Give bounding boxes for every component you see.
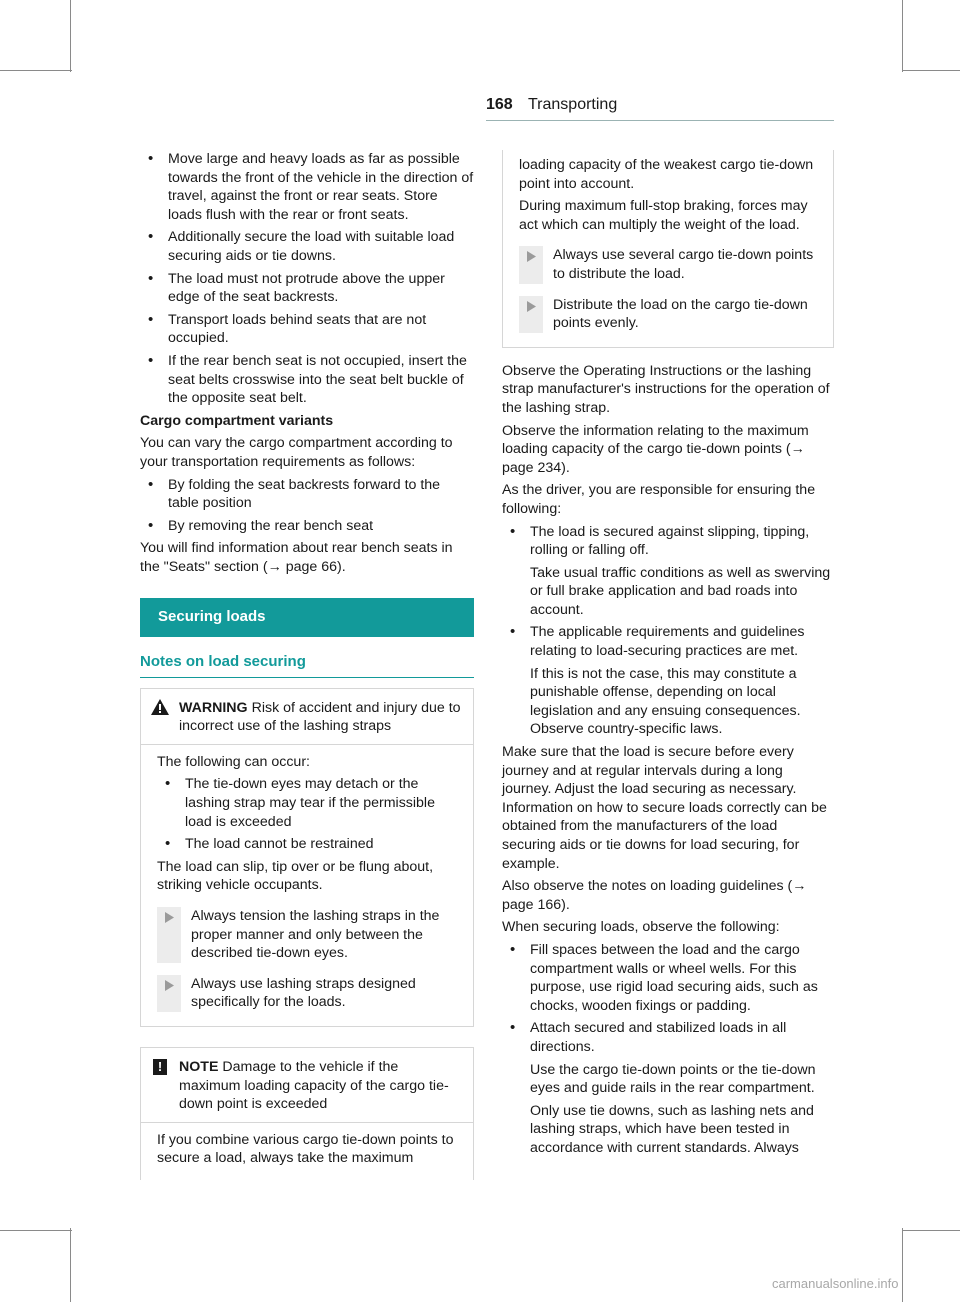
list-item: • If the rear bench seat is not occupied, insert the seat belts crosswise into the seat belt buckle of the opposite seat belt. [140, 352, 474, 408]
crop-mark [70, 1228, 71, 1302]
subsection-title: Notes on load securing [140, 649, 474, 678]
list-item: • Fill spaces between the load and the cargo compartment walls or wheel wells. For this purpose, use rigid load securing aids, such as chocks, wooden fixings or padding. [502, 941, 834, 1015]
list-item: • The applicable requirements and guidelines relating to load-securing practices are met. If this is not the case, this may constitute a punishable offense, depending on local legislation and any ensuing consequences. Observe country-specific laws. [502, 623, 834, 739]
notice-header [141, 1048, 473, 1123]
list-item-note: Take usual traffic conditions as well as swerving or full brake application and bad roads into account. [530, 564, 831, 618]
right-column [502, 150, 834, 1162]
paragraph-reference[interactable]: Observe the information relating to the maximum loading capacity of the cargo tie-down points (→ page 234). [502, 422, 809, 476]
crop-mark [0, 70, 72, 71]
warning-headline: Risk of accident and injury due to incorrect use of the lashing straps [179, 699, 461, 735]
warning-consequence: The load can slip, tip over or be flung about, striking vehicle occupants. [157, 858, 434, 894]
list-item: • The tie-down eyes may detach or the lashing strap may tear if the permissible load is exceeded [157, 775, 463, 831]
list-item: • Transport loads behind seats that are not occupied. [140, 311, 474, 348]
crop-mark [902, 0, 903, 72]
action-step [519, 296, 823, 333]
action-text: Always use several cargo tie-down points to distribute the load. [553, 247, 814, 282]
list-item: • The load must not protrude above the upper edge of the seat backrests. [140, 270, 474, 307]
list-item: • Attach secured and stabilized loads in all directions. Use the cargo tie-down points or the tie-down eyes and guide rails in the rear compartment. Only use tie downs, such as lashing nets and lashing straps, which have been tested in accordance with current standards. Always [502, 1019, 834, 1157]
warning-bullets [157, 775, 463, 853]
securing-list [502, 941, 834, 1158]
cargo-variants-heading: Cargo compartment variants [140, 412, 334, 429]
page-header [486, 94, 834, 121]
crop-mark [902, 1230, 960, 1231]
load-bullet-list [140, 150, 474, 408]
warning-intro: The following can occur: [157, 753, 310, 770]
page-title: Transporting [528, 96, 618, 113]
paragraph: Observe the Operating Instructions or the lashing strap manufacturer's instructions for the operation of the lashing strap. [502, 362, 830, 416]
notice-label: NOTE [179, 1058, 219, 1075]
notice-body [141, 1123, 473, 1180]
list-item: • By removing the rear bench seat [140, 517, 474, 536]
play-arrow-icon [527, 299, 536, 333]
paragraph-reference[interactable]: Also observe the notes on loading guidelines (→ page 166). [502, 878, 807, 913]
paragraph: When securing loads, observe the following: [502, 919, 780, 936]
exclamation-square-icon: ! [153, 1059, 167, 1075]
list-item: • By folding the seat backrests forward to the table position [140, 476, 474, 513]
list-item: • Move large and heavy loads as far as possible towards the front of the vehicle in the direction of travel, against the front or rear seats. Store loads flush with the rear or front seats. [140, 150, 474, 224]
rear-seat-reference[interactable]: You will find information about rear bench seats in the "Seats" section (→ page 66). [140, 540, 453, 575]
list-item: • Additionally secure the load with suitable load securing aids or tie downs. [140, 228, 474, 265]
play-arrow-icon [165, 910, 174, 963]
crop-mark [70, 0, 71, 72]
list-item: • The load is secured against slipping, tipping, rolling or falling off. Take usual traffic conditions as well as swerving or full brake application and bad roads into account. [502, 523, 834, 620]
action-text: Always tension the lashing straps in the proper manner and only between the described tie-down eyes. [191, 908, 440, 962]
watermark: carmanualsonline.info [772, 1276, 899, 1291]
action-text: Distribute the load on the cargo tie-down points evenly. [553, 296, 808, 332]
notice-text: If you combine various cargo tie-down points to secure a load, always take the maximum [157, 1131, 454, 1167]
action-text: Always use lashing straps designed specifically for the loads. [191, 975, 416, 1011]
list-item-note: If this is not the case, this may constitute a punishable offense, depending on local legislation and any ensuing consequences. Observe country-specific laws. [530, 665, 801, 738]
section-title: Securing loads [140, 598, 474, 637]
responsibility-list [502, 523, 834, 740]
warning-triangle-icon [147, 699, 173, 715]
cargo-bullet-list [140, 476, 474, 536]
warning-header [141, 689, 473, 745]
paragraph: Make sure that the load is secure before every journey and at regular intervals during a long journey. Adjust the load securing as necessary. Information on how to secure loads correctly can be obtained from the manufacturers of the load securing aids or tie downs for load securing, for example. [502, 744, 827, 872]
crop-mark [902, 70, 960, 71]
notice-box [140, 1047, 474, 1180]
notice-headline: Damage to the vehicle if the maximum loading capacity of the cargo tie-down point is exceeded [179, 1058, 449, 1113]
notice-box-continued [502, 150, 834, 348]
list-item-note: Use the cargo tie-down points or the tie-down eyes and guide rails in the rear compartment. [530, 1061, 816, 1097]
paragraph: As the driver, you are responsible for ensuring the following: [502, 482, 816, 517]
action-step [157, 907, 463, 963]
warning-box [140, 688, 474, 1027]
list-item-note: Only use tie downs, such as lashing nets and lashing straps, which have been tested in accordance with current standards. Always [530, 1102, 814, 1156]
warning-body [141, 745, 473, 1026]
list-item: • The load cannot be restrained [157, 835, 463, 854]
warning-label: WARNING [179, 699, 248, 716]
crop-mark [902, 1228, 903, 1302]
page-number: 168 [486, 96, 513, 113]
play-arrow-icon [165, 978, 174, 1012]
play-arrow-icon [527, 249, 536, 283]
crop-mark [0, 1230, 72, 1231]
action-step [157, 975, 463, 1012]
action-step [519, 246, 823, 283]
cargo-intro: You can vary the cargo compartment according to your transportation requirements as follows: [140, 435, 453, 470]
notice-text: During maximum full-stop braking, forces may act which can multiply the weight of the load. [519, 198, 808, 233]
left-column [140, 150, 474, 1180]
notice-text: loading capacity of the weakest cargo tie-down point into account. [519, 157, 814, 192]
